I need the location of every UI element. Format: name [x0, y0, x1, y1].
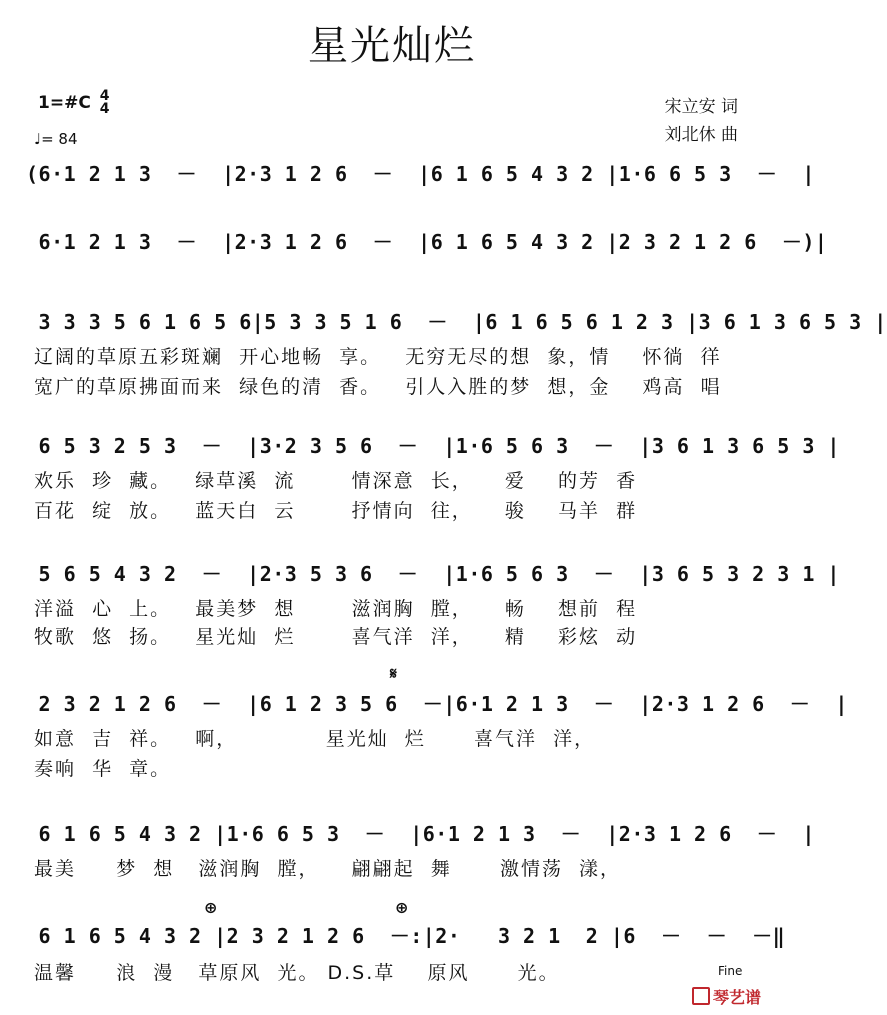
lyric-line: 百花 绽 放。 蓝天白 云 抒情向 往， 骏 马羊 群 [34, 500, 638, 522]
notation-row [26, 426, 840, 466]
notation-line: 6 1 6 5 4 3 2 |1·6 6 5 3 － |6·1 2 1 3 － |2·3 1 2 6 － | [26, 822, 815, 846]
lyric-line: 牧歌 悠 扬。 星光灿 烂 喜气洋 洋， 精 彩炫 动 [34, 626, 638, 648]
time-signature-numerator: 4 [99, 88, 110, 104]
lyric-line: 如意 吉 祥。 啊， 星光灿 烂 喜气洋 洋， [34, 728, 596, 750]
notation-line: 5 6 5 4 3 2 － |2·3 5 3 6 － |1·6 5 6 3 － |3 6 5 3 2 3 1 | [26, 562, 840, 586]
notation-line: 6 5 3 2 5 3 － |3·2 3 5 6 － |1·6 5 6 3 － |3 6 1 3 6 5 3 | [26, 434, 840, 458]
key-label: 1=#C [38, 93, 91, 113]
notation-row [26, 302, 887, 342]
lyric-line: 宽广的草原拂面而来 绿色的清 香。 引人入胜的梦 想，金 鸡高 唱 [34, 376, 722, 398]
notation-row [26, 222, 828, 262]
watermark-text: 琴艺谱 [713, 988, 762, 1007]
notation-row [26, 684, 848, 724]
coda-icon: ⊕ [395, 898, 409, 917]
lyric-line: 最美 梦 想 滋润胸 膛， 翩翩起 舞 激情荡 漾， [34, 858, 622, 880]
logo-icon [692, 987, 710, 1005]
lyric-line: 辽阔的草原五彩斑斓 开心地畅 享。 无穷无尽的想 象，情 怀徜 徉 [34, 346, 722, 368]
fine-marking: Fine [718, 964, 743, 978]
notation-row [26, 554, 840, 594]
watermark-logo [692, 985, 761, 1008]
composer-credit: 刘北休 曲 [664, 125, 738, 145]
notation-line: 6·1 2 1 3 － |2·3 1 2 6 － |6 1 6 5 4 3 2 |2 3 2 1 2 6 －)| [26, 230, 828, 254]
tempo-marking: ♩= 84 [34, 130, 78, 148]
notation-line: 2 3 2 1 2 6 － |6 1 2 3 5 6 －|6·1 2 1 3 － |2·3 1 2 6 － | [26, 692, 848, 716]
time-signature [100, 90, 110, 116]
notation-line: 6 1 6 5 4 3 2 |2 3 2 1 2 6 －:|2· 3 2 1 2 |6 － － －‖ [26, 924, 786, 948]
notation-row [26, 814, 815, 854]
segno-icon: 𝄋 [390, 664, 397, 683]
notation-row [26, 154, 815, 194]
song-title: 星光灿烂 [308, 23, 476, 69]
notation-line: 3 3 3 5 6 1 6 5 6|5 3 3 5 1 6 － |6 1 6 5 6 1 2 3 |3 6 1 3 6 5 3 | [26, 310, 887, 334]
key-signature [38, 90, 109, 116]
coda-icon: ⊕ [204, 898, 218, 917]
lyric-line: 欢乐 珍 藏。 绿草溪 流 情深意 长， 爱 的芳 香 [34, 470, 638, 492]
lyric-line: 温馨 浪 漫 草原风 光。 D.S.草 原风 光。 [34, 962, 560, 984]
notation-line: (6·1 2 1 3 － |2·3 1 2 6 － |6 1 6 5 4 3 2 |1·6 6 5 3 － | [26, 162, 815, 186]
notation-row [26, 916, 786, 956]
lyricist-credit: 宋立安 词 [664, 97, 738, 117]
lyric-line: 洋溢 心 上。 最美梦 想 滋润胸 膛， 畅 想前 程 [34, 598, 638, 620]
lyric-line: 奏响 华 章。 [34, 758, 172, 780]
time-signature-denominator: 4 [99, 101, 110, 117]
